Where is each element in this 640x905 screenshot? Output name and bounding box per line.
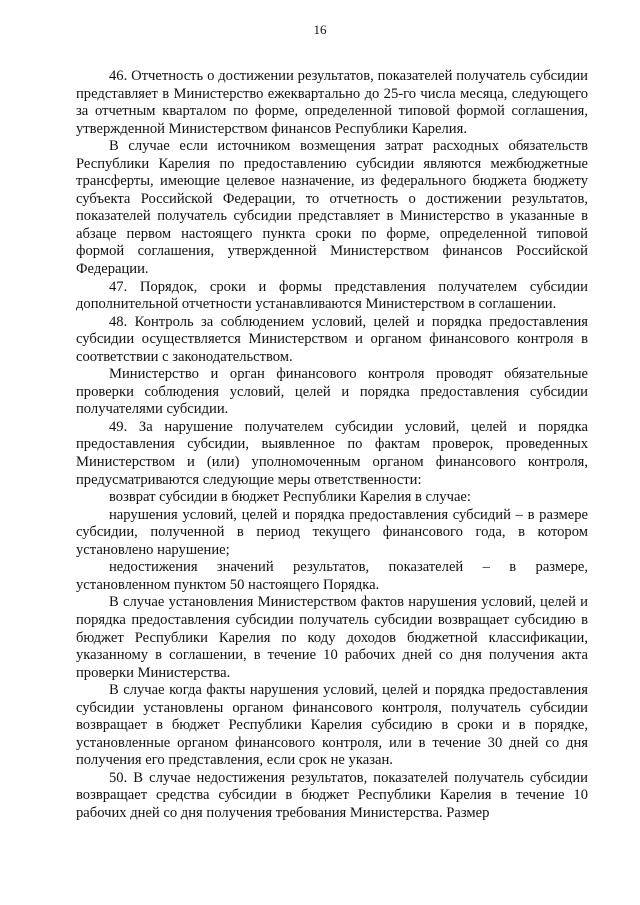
paragraph-47: 47. Порядок, сроки и формы представления получателем субсидии дополнительной отчетности устанавливаются Министерством в соглашении.	[76, 278, 588, 313]
paragraph-48-inspections: Министерство и орган финансового контроля проводят обязательные проверки соблюдения условий, целей и порядка предоставления субсидии получателями субсидии.	[76, 366, 588, 418]
paragraph-49-control-findings: В случае когда факты нарушения условий, целей и порядка предоставления субсидии установлены органом финансового контроля, получатель субсидии возвращает в бюджет Республики Карелия субсидию в сроки и в порядке, установленные органом финансового контроля, или в течение 30 дней со дня получения его представления, если срок не указан.	[76, 682, 588, 769]
paragraph-49: 49. За нарушение получателем субсидии условий, целей и порядка предоставления субсидии, выявленное по фактам проверок, проведенных Министерством и (или) уполномоченным органом финансового контроля, предусматриваются следующие меры ответственности:	[76, 418, 588, 488]
paragraph-46: 46. Отчетность о достижении результатов, показателей получатель субсидии представляет в Министерство ежеквартально до 25-го числа месяца, следующего за отчетным кварталом по форме, определенной типовой формой соглашения, утвержденной Министерством финансов Республики Карелия.	[76, 68, 588, 137]
paragraph-50: 50. В случае недостижения результатов, показателей получатель субсидии возвращает средства субсидии в бюджет Республики Карелия в течение 10 рабочих дней со дня получения требования Министерства. Размер	[76, 769, 588, 821]
paragraph-46-federal-transfers: В случае если источником возмещения затрат расходных обязательств Республики Карелия по предоставлению субсидии являются межбюджетные трансферты, имеющие целевое назначение, из федерального бюджета бюджету субъекта Российской Федерации, то отчетность о достижении результатов, показателей получатель субсидии представляет в Министерство в указанные в абзаце первом настоящего пункта сроки по форме, определенной типовой формой соглашения, утвержденной Министерством финансов Российской Федерации.	[76, 138, 588, 278]
page-number: 16	[313, 22, 327, 37]
document-body	[76, 68, 588, 823]
paragraph-49-non-achievement: недостижения значений результатов, показателей – в размере, установленном пунктом 50 настоящего Порядка.	[76, 559, 588, 593]
paragraph-49-ministry-findings: В случае установления Министерством фактов нарушения условий, целей и порядка предоставления субсидии получатель субсидии возвращает субсидию в бюджет Республики Карелия по коду доходов бюджетной классификации, указанному в соглашении, в течение 10 рабочих дней со дня получения акта проверки Министерства.	[76, 594, 588, 681]
paragraph-49-refund: возврат субсидии в бюджет Республики Карелия в случае:	[109, 489, 471, 506]
paragraph-49-violation: нарушения условий, целей и порядка предоставления субсидий – в размере субсидии, полученной в период текущего финансового года, в котором установлено нарушение;	[76, 506, 588, 558]
paragraph-48: 48. Контроль за соблюдением условий, целей и порядка предоставления субсидии осуществляется Министерством и органом финансового контроля в соответствии с законодательством.	[76, 313, 588, 365]
